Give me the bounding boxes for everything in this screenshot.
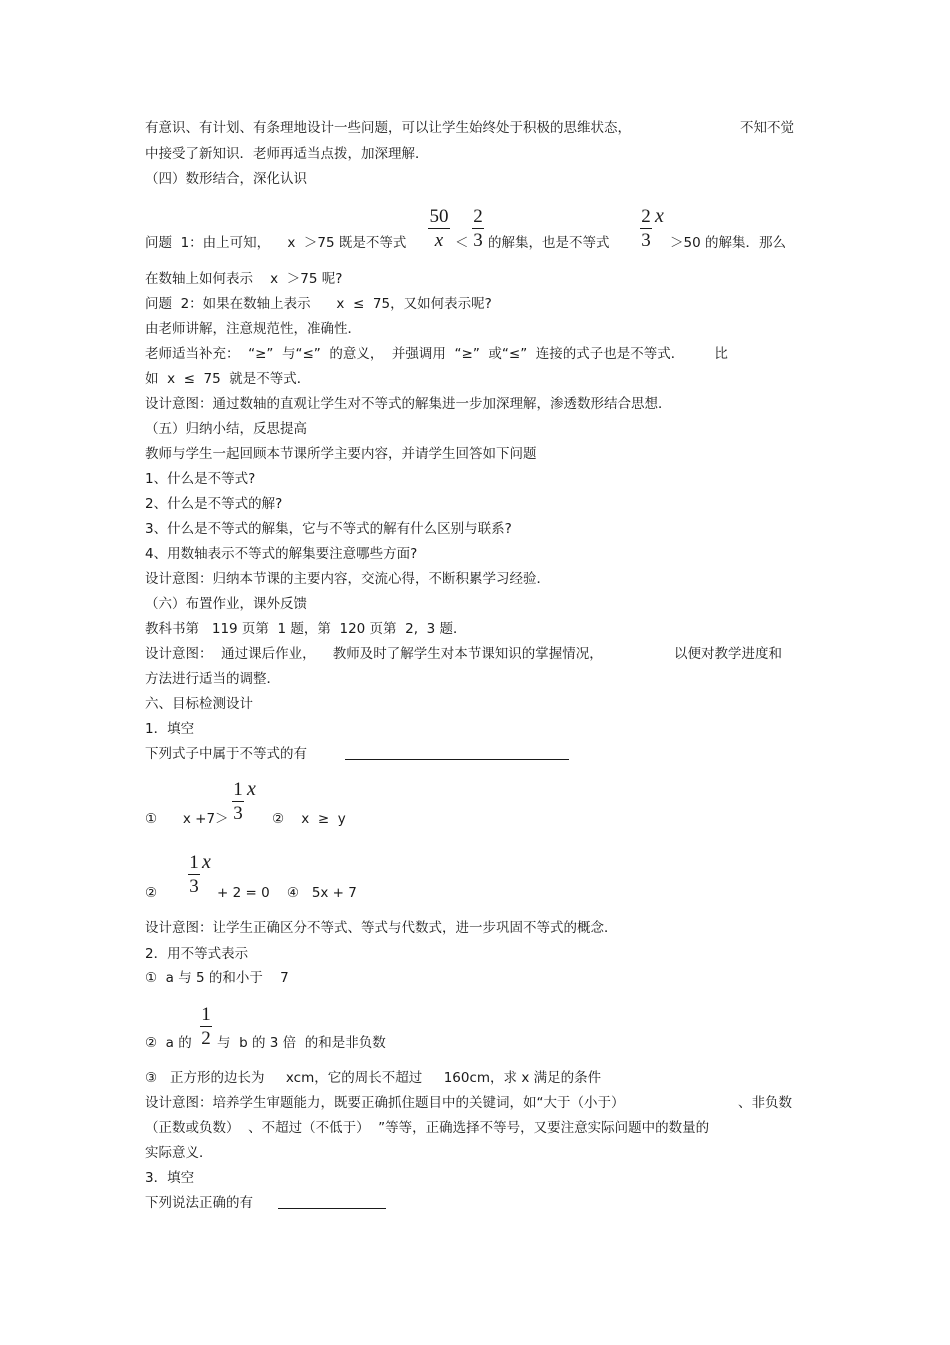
paragraph-line: 下列式子中属于不等式的有 bbox=[145, 746, 307, 762]
less-than-sign: ＜ bbox=[455, 235, 469, 251]
answer-blank bbox=[345, 759, 569, 760]
paragraph-line: 方法进行适当的调整． bbox=[145, 671, 280, 687]
paragraph-line: 教师与学生一起回顾本节课所学主要内容，并请学生回答如下问题 bbox=[145, 446, 537, 462]
paragraph-line: 实际意义． bbox=[145, 1145, 213, 1161]
list-item: 2、什么是不等式的解? bbox=[145, 496, 283, 512]
list-item: 4、用数轴表示不等式的解集要注意哪些方面? bbox=[145, 546, 418, 562]
fraction-2-over-3: 2 3 bbox=[473, 206, 483, 251]
section-heading: （五）归纳小结，反思提高 bbox=[145, 421, 307, 437]
subsection-heading: 1．填空 bbox=[145, 721, 195, 737]
expression-line: ② bbox=[145, 885, 158, 901]
subsection-heading: 3．填空 bbox=[145, 1170, 195, 1186]
paragraph-line: （正数或负数） 、不超过（不低于） ”等等，正确选择不等号，又要注意实际问题中的数量的 bbox=[145, 1120, 710, 1136]
paragraph-line: 教科书第 119 页第 1 题，第 120 页第 2, 3 题． bbox=[145, 621, 467, 637]
expression-line: + 2 = 0 ④ 5x + 7 bbox=[217, 885, 357, 901]
variable-x: x bbox=[202, 851, 211, 873]
question-1-line: 问题 1：由上可知， x ＞75 既是不等式 bbox=[145, 235, 407, 251]
answer-blank bbox=[278, 1208, 386, 1209]
fraction-1-over-3: 1 3 bbox=[233, 779, 243, 824]
section-heading: 六、目标检测设计 bbox=[145, 696, 253, 712]
paragraph-line: 不知不觉 bbox=[740, 120, 794, 136]
variable-x: x bbox=[247, 778, 256, 800]
subsection-heading: 2．用不等式表示 bbox=[145, 946, 249, 962]
question-2-line: 问题 2：如果在数轴上表示 x ≤ 75，又如何表示呢? bbox=[145, 296, 492, 312]
paragraph-line: 、非负数 bbox=[738, 1095, 792, 1111]
paragraph-line: 以便对教学进度和 bbox=[674, 646, 782, 662]
paragraph-line: 老师适当补充： “≥” 与“≤” 的意义， 并强调用 “≥” 或“≤” 连接的式子也是不等式． 比 bbox=[145, 346, 728, 362]
paragraph-line: 如 x ≤ 75 就是不等式． bbox=[145, 371, 311, 387]
design-intent: 设计意图：归纳本节课的主要内容，交流心得，不断积累学习经验． bbox=[145, 571, 550, 587]
design-intent: 设计意图：培养学生审题能力，既要正确抓住题目中的关键词，如“大于（小于） bbox=[145, 1095, 625, 1111]
paragraph-line: 下列说法正确的有 bbox=[145, 1195, 253, 1211]
paragraph-line: 中接受了新知识．老师再适当点拨，加深理解． bbox=[145, 146, 429, 162]
fraction-1-over-3: 1 3 bbox=[189, 852, 199, 897]
list-item: 3、什么是不等式的解集，它与不等式的解有什么区别与联系? bbox=[145, 521, 512, 537]
expression-line: ③ 正方形的边长为 xcm，它的周长不超过 160cm，求 x 满足的条件 bbox=[145, 1070, 602, 1086]
section-heading: （六）布置作业，课外反馈 bbox=[145, 596, 307, 612]
paragraph-line: 在数轴上如何表示 x ＞75 呢? bbox=[145, 271, 343, 287]
expression-line: 与 b 的 3 倍 的和是非负数 bbox=[217, 1035, 386, 1051]
variable-x: x bbox=[655, 205, 664, 227]
design-intent: 设计意图：通过数轴的直观让学生对不等式的解集进一步加深理解，渗透数形结合思想． bbox=[145, 396, 672, 412]
design-intent: 设计意图：让学生正确区分不等式、等式与代数式，进一步巩固不等式的概念． bbox=[145, 920, 618, 936]
paragraph-line: 有意识、有计划、有条理地设计一些问题，可以让学生始终处于积极的思维状态， bbox=[145, 120, 631, 136]
fraction-1-over-2: 1 2 bbox=[201, 1004, 211, 1049]
paragraph-line: 的解集，也是不等式 bbox=[488, 235, 610, 251]
expression-line: ① a 与 5 的和小于 7 bbox=[145, 970, 289, 986]
paragraph-line: ＞50 的解集．那么 bbox=[670, 235, 786, 251]
expression-line: ① x +7＞ bbox=[145, 811, 229, 827]
fraction-50-over-x: 50 x bbox=[429, 206, 449, 251]
section-heading: （四）数形结合，深化认识 bbox=[145, 171, 307, 187]
fraction-2-over-3: 2 3 bbox=[641, 206, 651, 251]
list-item: 1、什么是不等式? bbox=[145, 471, 256, 487]
expression-line: ② x ≥ y bbox=[272, 811, 346, 827]
design-intent: 设计意图： 通过课后作业， 教师及时了解学生对本节课知识的掌握情况， bbox=[145, 646, 603, 662]
expression-line: ② a 的 bbox=[145, 1035, 192, 1051]
paragraph-line: 由老师讲解，注意规范性，准确性． bbox=[145, 321, 361, 337]
